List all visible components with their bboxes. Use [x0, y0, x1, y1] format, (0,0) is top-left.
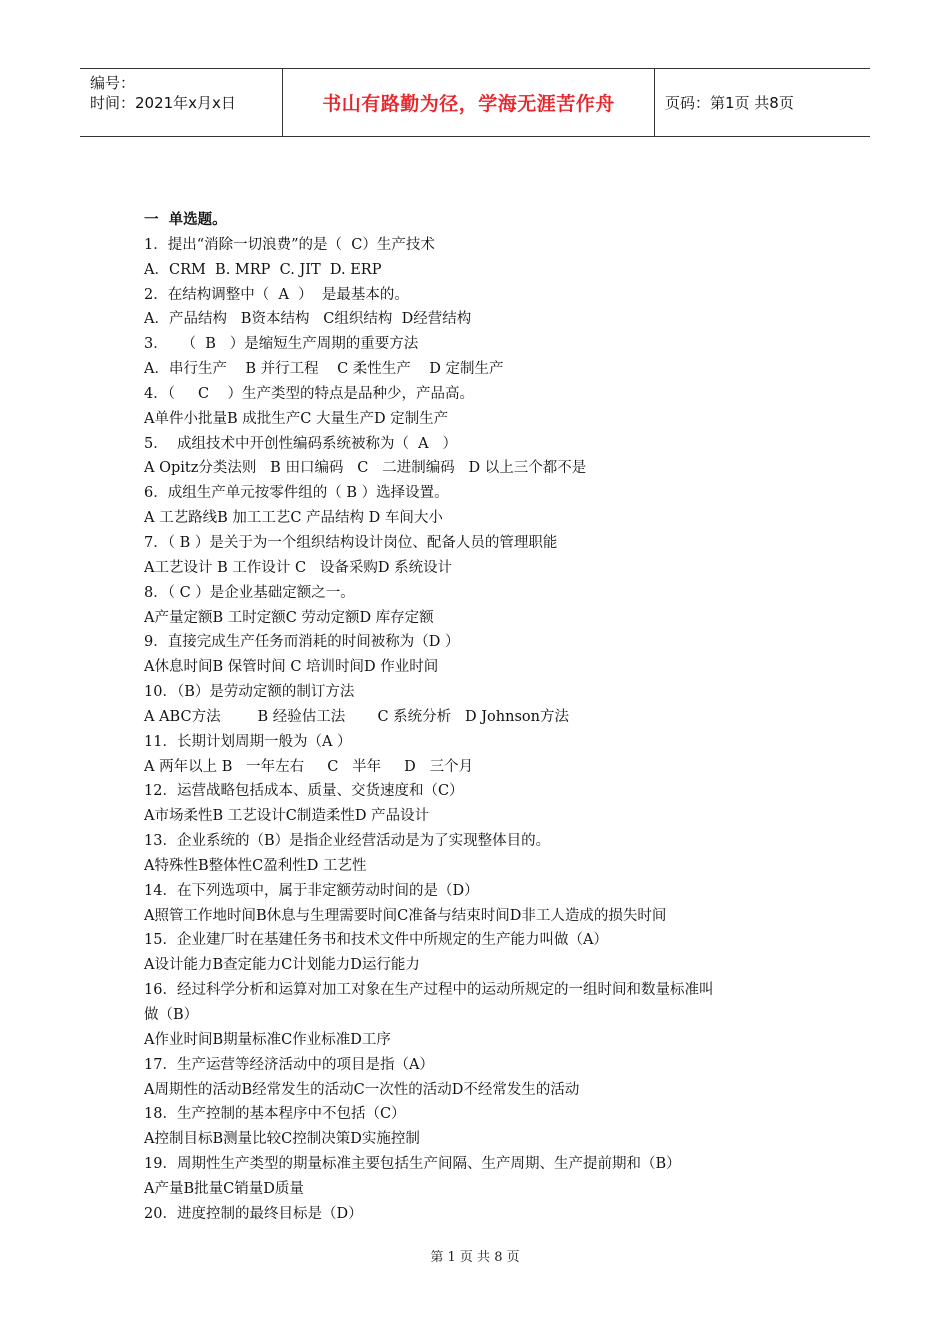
question-line: 14．在下列选项中，属于非定额劳动时间的是（D） — [144, 882, 479, 899]
question-line: A控制目标B测量比较C控制决策D实施控制 — [144, 1131, 420, 1148]
question-line: 19．周期性生产类型的期量标准主要包括生产间隔、生产周期、生产提前期和（B） — [144, 1156, 681, 1173]
question-line: 6．成组生产单元按零件组的（ B ）选择设置。 — [144, 485, 449, 502]
question-line: 8．（ C ）是企业基础定额之一。 — [144, 584, 355, 601]
question-line: A Opitz分类法则 B 田口编码 C 二进制编码 D 以上三个都不是 — [144, 460, 587, 477]
question-line: 10．（B）是劳动定额的制订方法 — [144, 684, 355, 701]
question-line: 18．生产控制的基本程序中不包括（C） — [144, 1106, 406, 1123]
question-line: 9．直接完成生产任务而消耗的时间被称为（D ） — [144, 634, 460, 651]
question-line: 13．企业系统的（B）是指企业经营活动是为了实现整体目的。 — [144, 833, 551, 850]
question-line: A设计能力B查定能力C计划能力D运行能力 — [144, 957, 420, 974]
question-line: A产量定额B 工时定额C 劳动定额D 库存定额 — [144, 609, 434, 626]
document-body — [144, 208, 824, 1227]
header-time-label: 时间：2021年x月x日 — [90, 94, 236, 112]
question-line: 11．长期计划周期一般为（A ） — [144, 733, 352, 750]
question-line: 3． （ B ）是缩短生产周期的重要方法 — [144, 336, 419, 353]
question-line: 20．进度控制的最终目标是（D） — [144, 1205, 363, 1222]
question-line: 2．在结构调整中（ A ） 是最基本的。 — [144, 286, 409, 303]
question-line: A工艺设计 B 工作设计 C 设备采购D 系统设计 — [144, 559, 453, 576]
question-line: 1．提出“消除一切浪费”的是（ C）生产技术 — [144, 236, 435, 253]
question-line: A休息时间B 保管时间 C 培训时间D 作业时间 — [144, 659, 439, 676]
question-line: 17．生产运营等经济活动中的项目是指（A） — [144, 1056, 434, 1073]
question-line: A 工艺路线B 加工工艺C 产品结构 D 车间大小 — [144, 510, 443, 527]
section-heading: 一 单选题。 — [144, 211, 227, 228]
question-line: 5． 成组技术中开创性编码系统被称为（ A ） — [144, 435, 457, 452]
header-number-label: 编号： — [90, 74, 136, 92]
question-line: A．产品结构 B资本结构 C组织结构 D经营结构 — [144, 311, 472, 328]
header-motto: 书山有路勤为径，学海无涯苦作舟 — [283, 69, 655, 136]
question-line: 做（B） — [144, 1007, 199, 1023]
question-line: A．CRM B. MRP C. JIT D. ERP — [144, 261, 382, 278]
question-line: 7．（ B ）是关于为一个组织结构设计岗位、配备人员的管理职能 — [144, 534, 558, 551]
question-line: 15．企业建厂时在基建任务书和技术文件中所规定的生产能力叫做（A） — [144, 932, 608, 949]
question-line: 4．（ C ）生产类型的特点是品种少，产品高。 — [144, 385, 475, 402]
question-line: A作业时间B期量标准C作业标准D工序 — [144, 1031, 391, 1048]
question-line: A ABC方法 B 经验估工法 C 系统分析 D Johnson方法 — [144, 708, 569, 725]
question-line: A特殊性B整体性C盈利性D 工艺性 — [144, 857, 367, 874]
question-line: A市场柔性B 工艺设计C制造柔性D 产品设计 — [144, 808, 430, 825]
page-header — [80, 68, 870, 137]
question-line: A产量B批量C销量D质量 — [144, 1180, 304, 1197]
page-footer: 第 1 页 共 8 页 — [430, 1250, 520, 1265]
header-page-info: 页码：第1页 共8页 — [665, 94, 794, 112]
question-line: A周期性的活动B经常发生的活动C一次性的活动D不经常发生的活动 — [144, 1081, 580, 1098]
question-line: A照管工作地时间B休息与生理需要时间C准备与结束时间D非工人造成的损失时间 — [144, 907, 667, 924]
question-line: A单件小批量B 成批生产C 大量生产D 定制生产 — [144, 410, 449, 427]
question-line: A 两年以上 B 一年左右 C 半年 D 三个月 — [144, 758, 474, 775]
question-line: 12．运营战略包括成本、质量、交货速度和（C） — [144, 783, 464, 800]
question-line: 16．经过科学分析和运算对加工对象在生产过程中的运动所规定的一组时间和数量标准叫 — [144, 982, 714, 999]
header-meta — [80, 69, 283, 136]
question-line: A．串行生产 B 并行工程 C 柔性生产 D 定制生产 — [144, 361, 504, 378]
